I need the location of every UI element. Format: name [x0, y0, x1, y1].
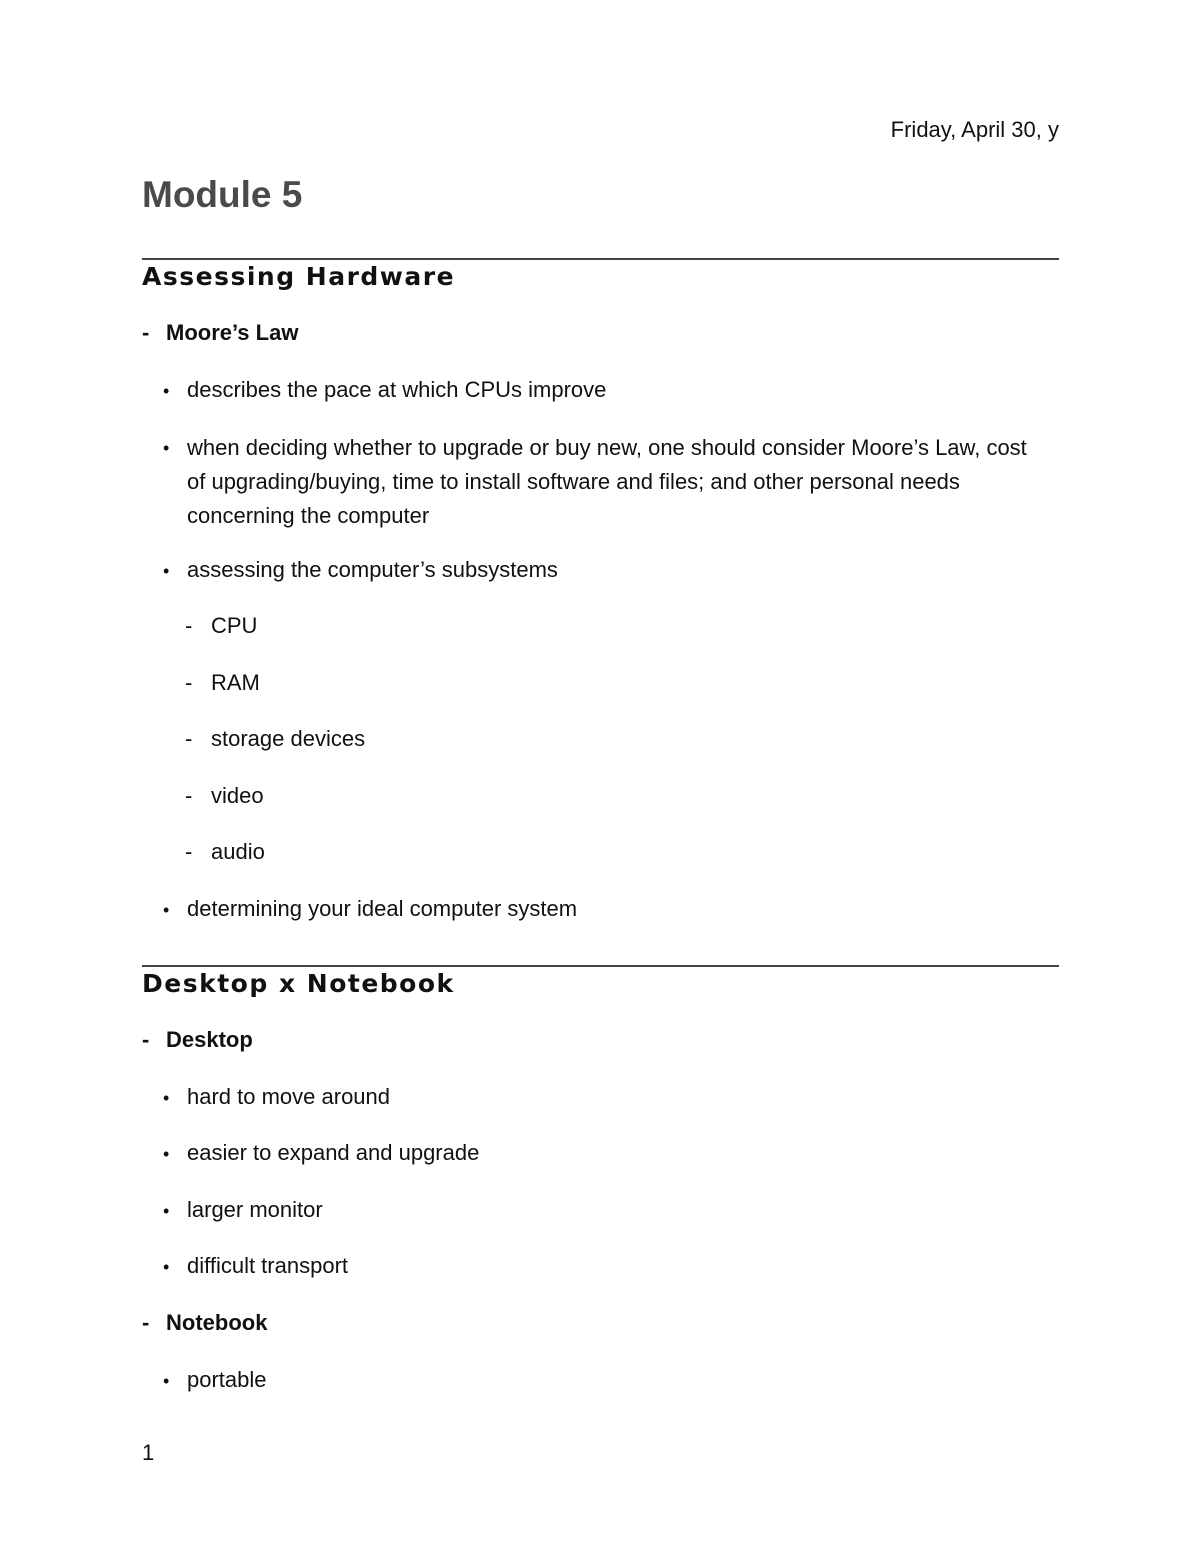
dash-marker: -	[185, 613, 193, 638]
bullet-icon: •	[163, 900, 170, 920]
dash-marker: -	[185, 670, 193, 695]
group-heading-desktop: - Desktop	[142, 1023, 253, 1057]
group-heading-notebook: - Notebook	[142, 1306, 267, 1340]
document-date: Friday, April 30, y	[890, 117, 1059, 142]
dash-marker: -	[142, 1027, 150, 1052]
bullet-icon: •	[163, 561, 170, 581]
dash-marker: -	[185, 839, 193, 864]
section-divider	[142, 965, 1059, 967]
sub-list-item: - audio	[185, 835, 265, 869]
dash-marker: -	[185, 726, 193, 751]
page-number: 1	[142, 1440, 155, 1465]
bullet-icon: •	[163, 1144, 170, 1164]
bullet-icon: •	[163, 1088, 170, 1108]
section-divider	[142, 258, 1059, 260]
list-item: • describes the pace at which CPUs improve	[163, 373, 606, 408]
list-item: • assessing the computer’s subsystems	[163, 553, 558, 588]
bullet-icon: •	[163, 438, 170, 458]
sub-list-item: - CPU	[185, 609, 257, 643]
list-item: • difficult transport	[163, 1249, 348, 1284]
list-item: • easier to expand and upgrade	[163, 1136, 479, 1171]
section-heading-desktop-x-notebook: Desktop x Notebook	[142, 969, 455, 998]
list-item: • when deciding whether to upgrade or buy new, one should consider Moore’s Law, cost of upgrading/buying, time to install software and files; and other personal needs concerning the computer	[163, 431, 1043, 533]
group-heading-moores-law: - Moore’s Law	[142, 316, 298, 350]
document-title: Module 5	[142, 174, 303, 215]
list-item: • portable	[163, 1363, 267, 1398]
list-item: • determining your ideal computer system	[163, 892, 577, 927]
bullet-icon: •	[163, 381, 170, 401]
sub-list-item: - storage devices	[185, 722, 365, 756]
dash-marker: -	[185, 783, 193, 808]
dash-marker: -	[142, 320, 150, 345]
bullet-icon: •	[163, 1257, 170, 1277]
dash-marker: -	[142, 1310, 150, 1335]
section-heading-assessing-hardware: Assessing Hardware	[142, 262, 456, 291]
bullet-icon: •	[163, 1371, 170, 1391]
list-item: • hard to move around	[163, 1080, 390, 1115]
sub-list-item: - video	[185, 779, 264, 813]
sub-list-item: - RAM	[185, 666, 260, 700]
list-item: • larger monitor	[163, 1193, 323, 1228]
bullet-icon: •	[163, 1201, 170, 1221]
